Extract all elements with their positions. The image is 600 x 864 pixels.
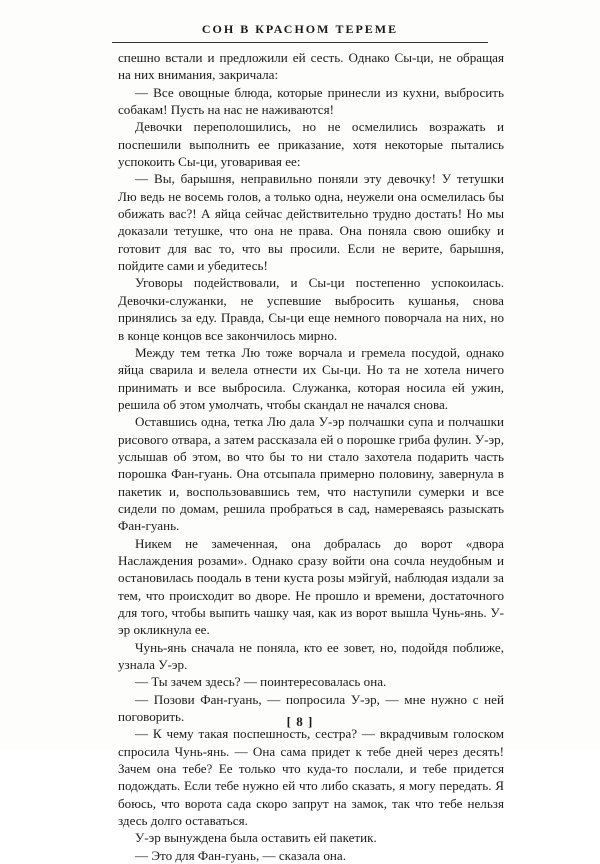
paragraph: Между тем тетка Лю тоже ворчала и гремела посудой, однако яйца сварила и велела отнести их Сы-ци. Но та не хотела ничего принимать и все выбросила. Служанка, которая носила ей ужин, решила об этом умолчать, чтобы скандал не начался снова. [118, 344, 504, 412]
paragraph: — Вы, барышня, неправильно поняли эту девочку! У тетушки Лю ведь не восемь голов, а только одна, неужели она осмелилась бы обижать вас?! А яйца сейчас действительно трудно достать! Но мы доказали тетушке, что она не права. Она поняла свою ошибку и готовит для вас то, что вы просили. Если не верите, барышня, пойдите сами и убедитесь! [118, 171, 504, 274]
body-text [118, 49, 504, 864]
paragraph: У-эр вынуждена была оставить ей пакетик. [135, 830, 377, 846]
paragraph: — Ты зачем здесь? — поинтересовалась она. [135, 674, 387, 690]
paragraph: — Все овощные блюда, которые принесли из кухни, выбросить собакам! Пусть на нас не наживаются! [118, 84, 504, 118]
paragraph: Оставшись одна, тетка Лю дала У-эр полчашки супа и полчашки рисового отвара, а затем рассказала ей о порошке гриба фулин. У-эр, услышав об этом, во что бы то ни стало захотела подарить часть порошка Фан-гуань. Она отсыпала примерно половину, завернула в пакетик и, воспользовавшись тем, что наступили сумерки и все сидели по домам, решила пробраться в сад, намереваясь разыскать Фан-гуань. [118, 414, 504, 534]
paragraph: — Это для Фан-гуань, — сказала она. [135, 847, 347, 863]
paragraph: спешно встали и предложили ей сесть. Однако Сы-ци, не обращая на них внимания, закричала: [118, 50, 504, 83]
paragraph: — Позови Фан-гуань, — попросила У-эр, — мне нужно с ней поговорить. [118, 691, 504, 725]
paragraph: Никем не замеченная, она добралась до ворот «двора Наслаждения розами». Однако сразу войти она сочла неудобным и остановилась поодаль в тени куста розы мэйгуй, наблюдая издали за тем, что происходит во дворе. Не прошло и времени, достаточного для того, чтобы выпить чашку чая, как из ворот вышла Чунь-янь. У-эр окликнула ее. [118, 535, 504, 638]
running-header: СОН В КРАСНОМ ТЕРЕМЕ [201, 22, 399, 36]
page-number: [ 8 ] [286, 714, 314, 729]
paragraph: — К чему такая поспешность, сестра? — вкрадчивым голоском спросила Чунь-янь. — Она сама придет к тебе дней через десять! Зачем она тебе? Ее только что куда-то послали, и тебе придется подождать. Если тебе нужно ей что либо сказать, я могу передать. Я боюсь, что ворота сада скоро запрут на замок, так что тебе нельзя здесь долго оставаться. [118, 726, 504, 829]
header-rule [112, 42, 488, 43]
paragraph: Чунь-янь сначала не поняла, кто ее зовет, но, подойдя поближе, узнала У-эр. [118, 639, 504, 673]
paragraph: Девочки переполошились, но не осмелились возражать и поспешили выполнить ее приказание, хотя некоторые пытались успокоить Сы-ци, уговаривая ее: [118, 119, 504, 170]
paragraph: Уговоры подействовали, и Сы-ци постепенно успокоилась. Девочки-служанки, не успевшие выбросить кушанья, снова принялись за еду. Правда, Сы-ци еще немного поворчала на них, но в конце концов все закончилось мирно. [118, 275, 504, 343]
